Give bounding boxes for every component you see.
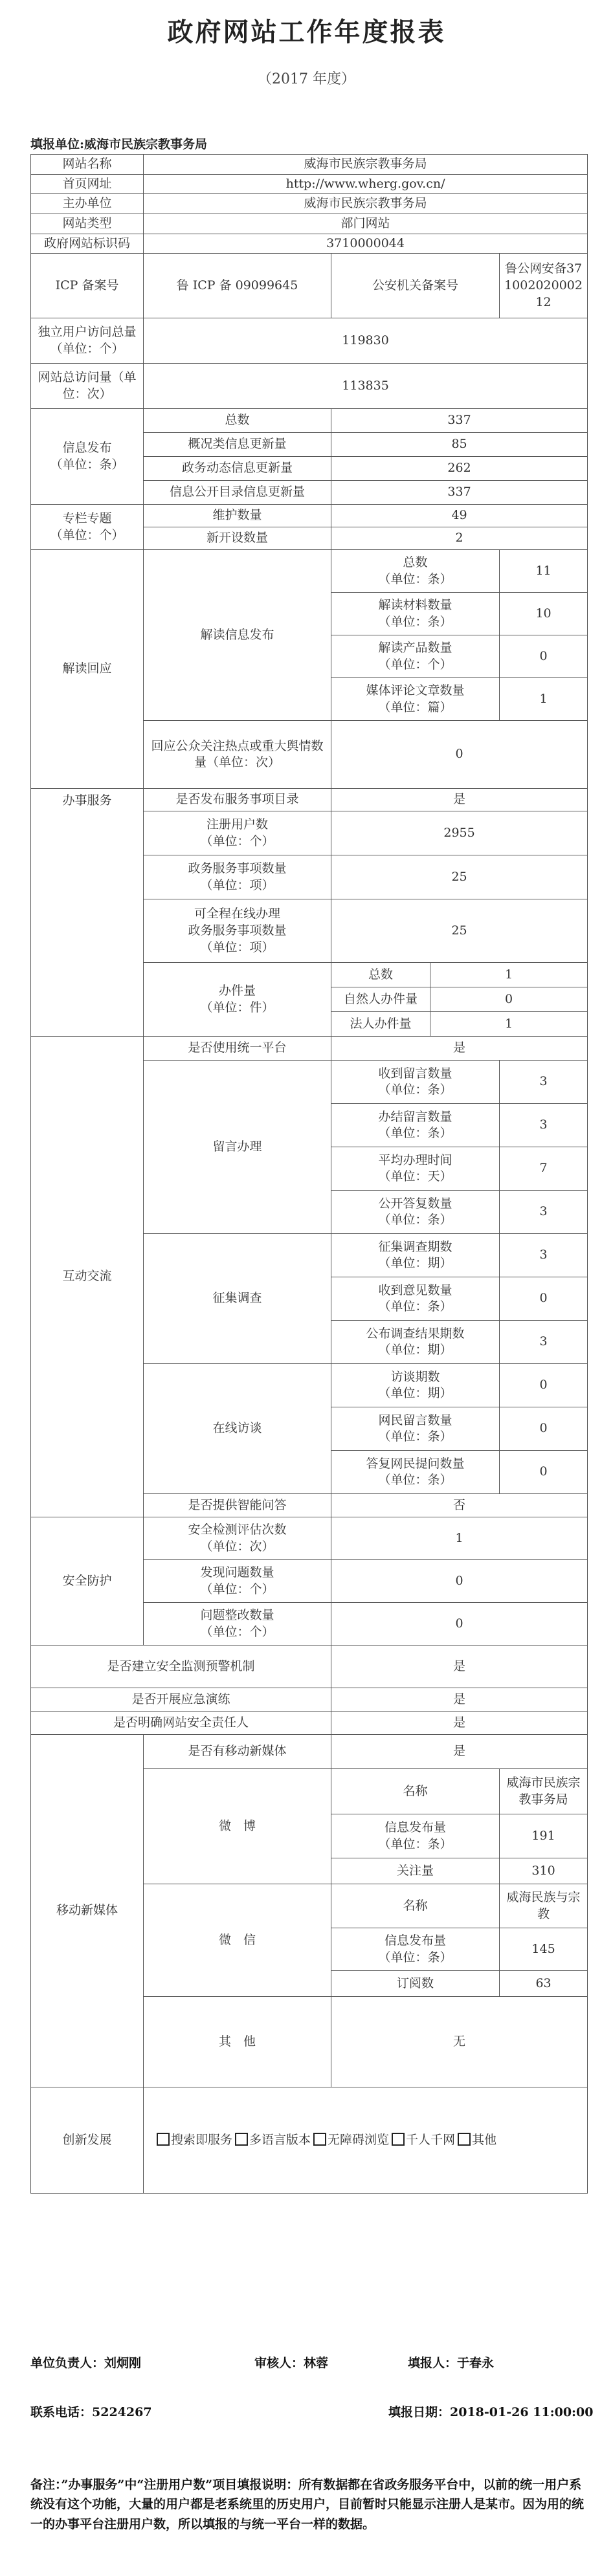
cell-label: 是否明确网站安全责任人 <box>31 1712 331 1735</box>
table-row <box>31 550 588 593</box>
column-label: 专栏专题 （单位：个） <box>31 505 144 550</box>
table-row <box>31 174 588 194</box>
remark-note: 备注：”办事服务”中“注册用户数”项目填报说明：所有数据都在省政务服务平台中，以前的统一用户系统没有这个功能，大量的用户都是老系统里的历史用户，目前暂时只能显示注册人是某市。因为用的统一的办事平台注册用户数，所以填报的与统一平台一样的数据。 <box>30 2478 585 2531</box>
table-row <box>31 1712 588 1735</box>
cell-label: 名称 <box>331 1884 500 1928</box>
cell-label: 平均办理时间 （单位：天） <box>331 1147 500 1191</box>
cell-value: 3 <box>500 1061 588 1104</box>
cell-label: 答复网民提问数量 （单位：条） <box>331 1451 500 1494</box>
cell-value: 49 <box>331 505 588 527</box>
cell-value: 25 <box>331 899 588 963</box>
cell-value: 威海市民族宗教事务局 <box>144 194 588 214</box>
cell-value: 1 <box>500 678 588 721</box>
weibo-label: 微 博 <box>144 1769 331 1884</box>
cell-value: 威海市民族宗教事务局 <box>144 155 588 175</box>
cell-value: 85 <box>331 433 588 457</box>
table-row <box>31 155 588 175</box>
cell-value: 0 <box>500 1407 588 1451</box>
pv-label: 网站总访问量（单位：次） <box>31 364 144 409</box>
table-row <box>31 214 588 234</box>
service-label: 办事服务 <box>31 789 144 1037</box>
table-row <box>31 505 588 527</box>
checkbox-icon[interactable] <box>235 2133 248 2146</box>
cell-value: 是 <box>331 1712 588 1735</box>
table-row <box>31 409 588 433</box>
cell-value: 0 <box>331 1560 588 1603</box>
cell-label: 公布调查结果期数 （单位：期） <box>331 1321 500 1364</box>
table-row <box>31 1688 588 1712</box>
option-accessibility[interactable]: 无障碍浏览 <box>313 2133 389 2147</box>
msg-label: 留言办理 <box>144 1061 331 1234</box>
online-label: 在线访谈 <box>144 1364 331 1494</box>
cell-value: 1 <box>430 963 588 987</box>
checkbox-icon[interactable] <box>157 2133 170 2146</box>
fill-date: 填报日期：2018-01-26 11:00:00 <box>388 2405 594 2419</box>
cell-value: 0 <box>500 1364 588 1407</box>
cell-value: 威海市民族宗教事务局 <box>500 1769 588 1814</box>
table-row <box>31 1735 588 1769</box>
cell-value: 3 <box>500 1234 588 1277</box>
cell-value: 262 <box>331 457 588 481</box>
option-search-service[interactable]: 搜索即服务 <box>157 2133 232 2147</box>
cell-label: 可全程在线办理 政务服务事项数量 （单位：项） <box>144 899 331 963</box>
police-record-value: 鲁公网安备37100202000212 <box>500 254 588 318</box>
cell-label: 法人办件量 <box>331 1012 430 1037</box>
cell-label: 政府网站标识码 <box>31 234 144 254</box>
table-row <box>31 1517 588 1560</box>
mobile-label: 移动新媒体 <box>31 1735 144 2087</box>
table-row <box>31 194 588 214</box>
cell-label: 公开答复数量 （单位：条） <box>331 1191 500 1234</box>
cell-value: 11 <box>500 550 588 593</box>
report-year: （2017 年度） <box>258 71 355 87</box>
cell-value: 63 <box>500 1971 588 1997</box>
cell-label: 收到留言数量 （单位：条） <box>331 1061 500 1104</box>
cell-label: 网民留言数量 （单位：条） <box>331 1407 500 1451</box>
table-row <box>31 254 588 318</box>
cell-label: 收到意见数量 （单位：条） <box>331 1277 500 1321</box>
cell-label: 是否使用统一平台 <box>144 1037 331 1061</box>
police-record-label: 公安机关备案号 <box>331 254 500 318</box>
cell-label: 名称 <box>331 1769 500 1814</box>
uv-label: 独立用户访问总量（单位：个） <box>31 318 144 364</box>
cell-label: 维护数量 <box>144 505 331 527</box>
cell-value: 是 <box>331 1646 588 1688</box>
cell-label: 是否有移动新媒体 <box>144 1735 331 1769</box>
weixin-label: 微 信 <box>144 1884 331 1997</box>
table-row <box>31 234 588 254</box>
cell-label: 安全检测评估次数 （单位：次） <box>144 1517 331 1560</box>
table-row <box>31 318 588 364</box>
cell-label: 信息公开目录信息更新量 <box>144 481 331 505</box>
checkbox-icon[interactable] <box>392 2133 405 2146</box>
checkbox-icon[interactable] <box>458 2133 471 2146</box>
report-title: 政府网站工作年度报表 <box>167 17 446 47</box>
cell-value: 1 <box>331 1517 588 1560</box>
cell-value: 337 <box>331 481 588 505</box>
survey-label: 征集调查 <box>144 1234 331 1364</box>
cell-label: 概况类信息更新量 <box>144 433 331 457</box>
cell-value: 310 <box>500 1858 588 1884</box>
cell-value: 部门网站 <box>144 214 588 234</box>
cell-label: 信息发布量 （单位：条） <box>331 1814 500 1858</box>
filler: 填报人：于春永 <box>408 2356 495 2370</box>
cell-value: 3 <box>500 1321 588 1364</box>
cell-label: 是否发布服务事项目录 <box>144 789 331 811</box>
cell-value: 0 <box>331 1603 588 1646</box>
cell-value: 0 <box>500 1451 588 1494</box>
other-value: 无 <box>331 1997 588 2087</box>
cell-value: 0 <box>500 635 588 678</box>
checkbox-icon[interactable] <box>313 2133 326 2146</box>
contact-phone: 联系电话：5224267 <box>30 2405 152 2419</box>
cell-value: 是 <box>331 1037 588 1061</box>
handle-label: 办件量 （单位：件） <box>144 963 331 1037</box>
cell-label: 信息发布量 （单位：条） <box>331 1928 500 1971</box>
cell-label: 新开设数量 <box>144 527 331 550</box>
cell-value: 10 <box>500 593 588 635</box>
cell-label: 总数 <box>144 409 331 433</box>
cell-value: 3 <box>500 1191 588 1234</box>
cell-label: 关注量 <box>331 1858 500 1884</box>
option-multilingual[interactable]: 多语言版本 <box>235 2133 311 2147</box>
cell-label: 注册用户数 （单位：个） <box>144 811 331 855</box>
cell-value: 威海民族与宗教 <box>500 1884 588 1928</box>
cell-label: 总数 （单位：条） <box>331 550 500 593</box>
cell-label: 政务动态信息更新量 <box>144 457 331 481</box>
publish-label: 信息发布 （单位：条） <box>31 409 144 505</box>
cell-value: 25 <box>331 855 588 899</box>
cell-value: 是 <box>331 789 588 811</box>
cell-value: http://www.wherg.gov.cn/ <box>144 174 588 194</box>
cell-label: 是否提供智能问答 <box>144 1494 331 1517</box>
filing-unit: 填报单位:威海市民族宗教事务局 <box>30 137 208 151</box>
cell-label: 是否建立安全监测预警机制 <box>31 1646 331 1688</box>
cell-label: 网站类型 <box>31 214 144 234</box>
icp-value: 鲁 ICP 备 09099645 <box>144 254 331 318</box>
pv-value: 113835 <box>144 364 588 409</box>
interact-label: 互动交流 <box>31 1037 144 1517</box>
cell-label: 自然人办件量 <box>331 987 430 1012</box>
option-personalized[interactable]: 千人千网 <box>392 2133 455 2147</box>
other-label: 其 他 <box>144 1997 331 2087</box>
cell-value: 1 <box>430 1012 588 1037</box>
cell-label: 征集调查期数 （单位：期） <box>331 1234 500 1277</box>
cell-label: 解读材料数量 （单位：条） <box>331 593 500 635</box>
hot-topic-value: 0 <box>331 721 588 789</box>
cell-value: 否 <box>331 1494 588 1517</box>
table-row <box>31 2087 588 2194</box>
cell-value: 7 <box>500 1147 588 1191</box>
innovation-options <box>144 2087 588 2194</box>
table-row <box>31 1037 588 1061</box>
icp-label: ICP 备案号 <box>31 254 144 318</box>
cell-label: 解读产品数量 （单位：个） <box>331 635 500 678</box>
cell-label: 网站名称 <box>31 155 144 175</box>
cell-label: 媒体评论文章数量 （单位：篇） <box>331 678 500 721</box>
table-row <box>31 364 588 409</box>
cell-label: 订阅数 <box>331 1971 500 1997</box>
cell-value: 2955 <box>331 811 588 855</box>
cell-label: 问题整改数量 （单位：个） <box>144 1603 331 1646</box>
table-row <box>31 789 588 811</box>
cell-label: 办结留言数量 （单位：条） <box>331 1104 500 1147</box>
option-other[interactable]: 其他 <box>458 2133 496 2147</box>
cell-label: 首页网址 <box>31 174 144 194</box>
uv-value: 119830 <box>144 318 588 364</box>
hot-topic-label: 回应公众关注热点或重大舆情数量（单位：次） <box>144 721 331 789</box>
cell-label: 是否开展应急演练 <box>31 1688 331 1712</box>
cell-value: 337 <box>331 409 588 433</box>
cell-value: 191 <box>500 1814 588 1858</box>
cell-value: 是 <box>331 1735 588 1769</box>
cell-value: 是 <box>331 1688 588 1712</box>
reviewer: 审核人：林蓉 <box>254 2356 329 2370</box>
cell-value: 0 <box>500 1277 588 1321</box>
cell-value: 0 <box>430 987 588 1012</box>
cell-label: 发现问题数量 （单位：个） <box>144 1560 331 1603</box>
unit-leader: 单位负责人：刘炯刚 <box>30 2356 142 2370</box>
cell-label: 访谈期数 （单位：期） <box>331 1364 500 1407</box>
cell-value: 3710000044 <box>144 234 588 254</box>
cell-label: 政务服务事项数量 （单位：项） <box>144 855 331 899</box>
cell-label: 主办单位 <box>31 194 144 214</box>
innovation-label: 创新发展 <box>31 2087 144 2194</box>
report-table <box>30 154 588 2194</box>
cell-value: 3 <box>500 1104 588 1147</box>
interpret-sub-label: 解读信息发布 <box>144 550 331 721</box>
security-label: 安全防护 <box>31 1517 144 1646</box>
cell-value: 145 <box>500 1928 588 1971</box>
table-row <box>31 1646 588 1688</box>
interpret-label: 解读回应 <box>31 550 144 789</box>
cell-label: 总数 <box>331 963 430 987</box>
cell-value: 2 <box>331 527 588 550</box>
